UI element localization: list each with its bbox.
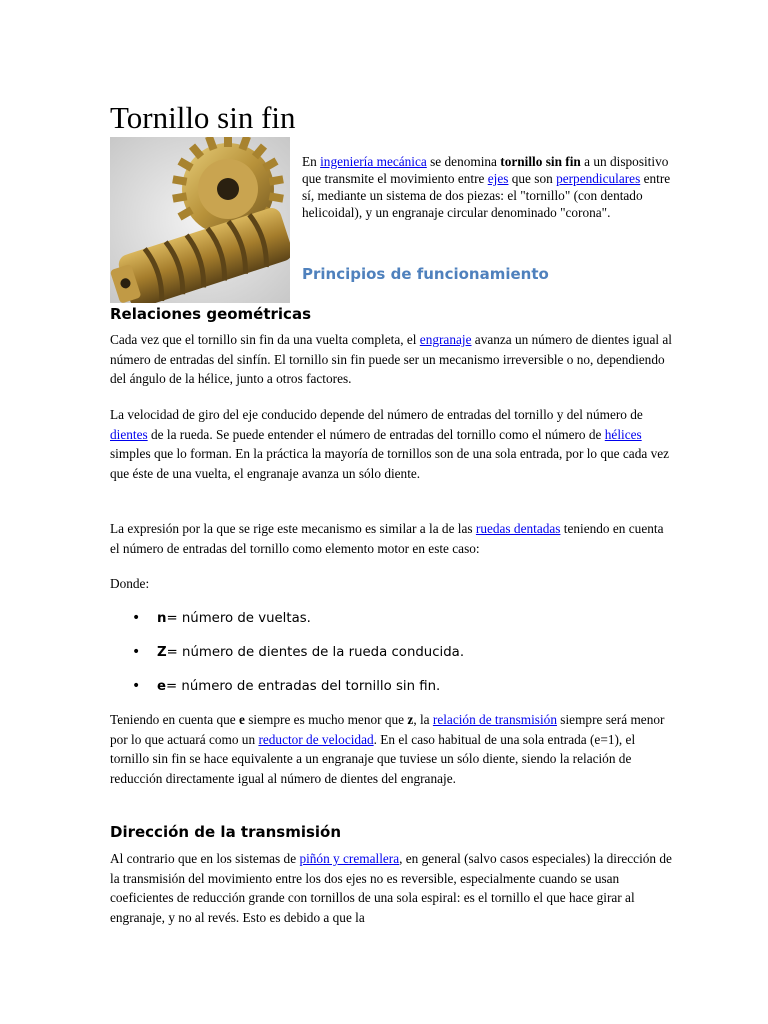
list-item: • e= número de entradas del tornillo sin fin. bbox=[132, 678, 441, 694]
link-ejes[interactable]: ejes bbox=[487, 171, 509, 186]
link-reductor-velocidad[interactable]: reductor de velocidad bbox=[258, 731, 374, 747]
section-heading-principios: Principios de funcionamiento bbox=[302, 265, 549, 283]
variables-list bbox=[110, 610, 464, 712]
paragraph-velocidad: La velocidad de giro del eje conducido depende del número de entradas del tornillo y del número de dientes de la rueda. Se puede entender el número de entradas del tornillo como el número de hélices simples que lo forman. En la práctica la mayoría de tornillos son de una sola entrada, por lo que cada vez que éste de una vuelta, el engranaje avanza un sólo diente. bbox=[110, 407, 670, 481]
intro-paragraph: En ingeniería mecánica se denomina tornillo sin fin a un dispositivo que transmite el movimiento entre ejes que son perpendiculares entre sí, mediante un sistema de dos piezas: el "tornillo" (con dentado helicoidal), y un engranaje circular denominado "corona". bbox=[302, 154, 671, 220]
link-ingenieria-mecanica[interactable]: ingeniería mecánica bbox=[320, 154, 427, 169]
page-title: Tornillo sin fin bbox=[110, 100, 296, 135]
link-relacion-transmision[interactable]: relación de transmisión bbox=[432, 712, 557, 727]
paragraph-donde: Donde: bbox=[110, 576, 150, 591]
paragraph-vuelta: Cada vez que el tornillo sin fin da una vuelta completa, el engranaje avanza un número de dientes igual al número de entradas del sinfín. El tornillo sin fin puede ser un mecanismo irreversible o no, dependiendo del ángulo de la hélice, junto a otros factores. bbox=[110, 332, 672, 386]
link-perpendiculares[interactable]: perpendiculares bbox=[556, 171, 641, 186]
link-pinon-cremallera[interactable]: piñón y cremallera bbox=[299, 851, 400, 866]
section-heading-direccion: Dirección de la transmisión bbox=[110, 823, 342, 841]
paragraph-teniendo: Teniendo en cuenta que e siempre es mucho menor que z, la relación de transmisión siempre será menor por lo que actuará como un reductor de velocidad. En el caso habitual de una sola entrada (e=1), el tornillo sin fin se hace equivalente a un engranaje que tuviese un sólo diente, siendo la relación de reducción directamente igual al número de dientes del engranaje. bbox=[110, 712, 665, 786]
paragraph-direccion: Al contrario que en los sistemas de piñón y cremallera, en general (salvo casos especiales) la dirección de la transmisión del movimiento entre los dos ejes no es reversible, especialmente cuando se usan coeficientes de reducción grande con tornillos de una sola espiral: es el tornillo el que hace girar al engranaje, y no al revés. Esto es debido a que la bbox=[110, 851, 672, 925]
section-heading-relaciones: Relaciones geométricas bbox=[110, 305, 311, 323]
bullet-icon: • bbox=[132, 610, 141, 626]
paragraph-expresion: La expresión por la que se rige este mecanismo es similar a la de las ruedas dentadas teniendo en cuenta el número de entradas del tornillo como elemento motor en este caso: bbox=[110, 521, 664, 556]
bullet-icon: • bbox=[132, 644, 141, 660]
link-dientes[interactable]: dientes bbox=[110, 426, 148, 442]
link-engranaje[interactable]: engranaje bbox=[419, 332, 472, 347]
list-item: • Z= número de dientes de la rueda conducida. bbox=[132, 644, 465, 660]
list-item: • n= número de vueltas. bbox=[132, 610, 311, 626]
worm-gear-photo bbox=[110, 137, 290, 303]
link-helices[interactable]: hélices bbox=[604, 426, 642, 442]
bullet-icon: • bbox=[132, 678, 141, 694]
link-ruedas-dentadas[interactable]: ruedas dentadas bbox=[475, 521, 561, 536]
